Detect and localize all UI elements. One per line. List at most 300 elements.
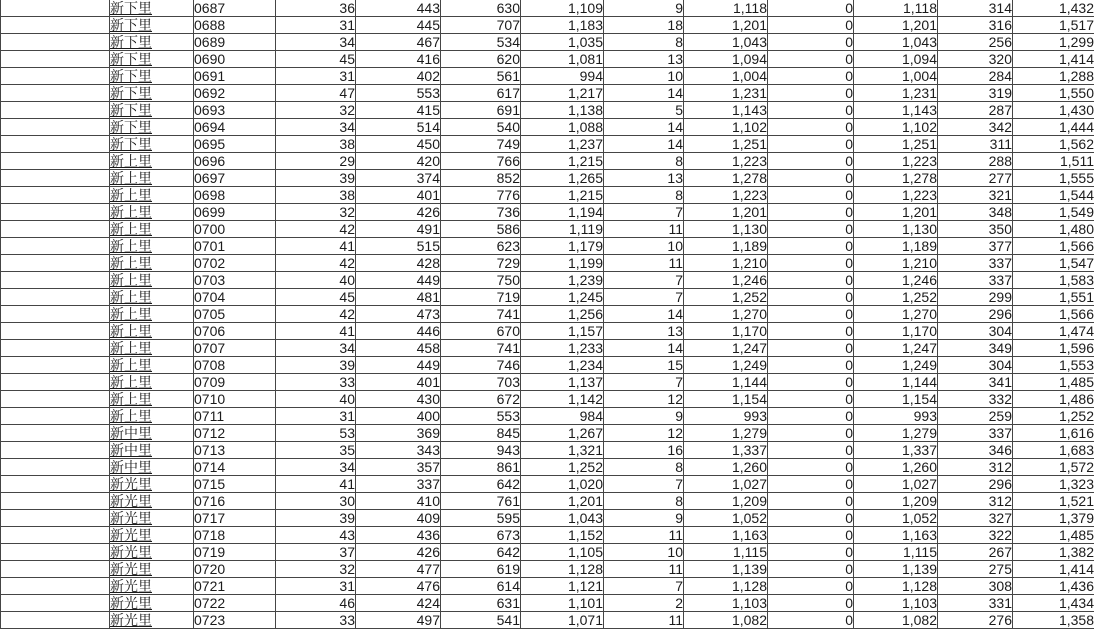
area-name-link[interactable]: 新下里 bbox=[110, 136, 152, 152]
value-cell[interactable]: 8 bbox=[604, 153, 684, 170]
value-cell[interactable]: 14 bbox=[604, 85, 684, 102]
value-cell[interactable]: 741 bbox=[441, 306, 521, 323]
value-cell[interactable]: 409 bbox=[356, 510, 441, 527]
value-cell[interactable]: 766 bbox=[441, 153, 521, 170]
value-cell[interactable]: 1,201 bbox=[684, 204, 768, 221]
code-cell[interactable]: 0718 bbox=[194, 527, 276, 544]
area-name-link[interactable]: 新下里 bbox=[110, 119, 152, 135]
value-cell[interactable]: 311 bbox=[938, 136, 1013, 153]
area-name-cell[interactable] bbox=[110, 153, 194, 170]
value-cell[interactable]: 1,382 bbox=[1013, 544, 1094, 561]
area-name-link[interactable]: 新上里 bbox=[110, 408, 152, 424]
value-cell[interactable]: 1,414 bbox=[1013, 51, 1094, 68]
value-cell[interactable]: 34 bbox=[276, 340, 356, 357]
value-cell[interactable]: 1,189 bbox=[854, 238, 938, 255]
value-cell[interactable]: 1,245 bbox=[521, 289, 604, 306]
area-name-link[interactable]: 新上里 bbox=[110, 170, 152, 186]
value-cell[interactable]: 1,562 bbox=[1013, 136, 1094, 153]
value-cell[interactable]: 0 bbox=[768, 85, 854, 102]
value-cell[interactable]: 623 bbox=[441, 238, 521, 255]
value-cell[interactable]: 357 bbox=[356, 459, 441, 476]
value-cell[interactable]: 1,201 bbox=[521, 493, 604, 510]
value-cell[interactable]: 1,128 bbox=[854, 578, 938, 595]
value-cell[interactable]: 401 bbox=[356, 374, 441, 391]
value-cell[interactable]: 30 bbox=[276, 493, 356, 510]
value-cell[interactable]: 416 bbox=[356, 51, 441, 68]
value-cell[interactable]: 1,152 bbox=[521, 527, 604, 544]
area-name-cell[interactable] bbox=[110, 425, 194, 442]
value-cell[interactable]: 1,321 bbox=[521, 442, 604, 459]
value-cell[interactable]: 32 bbox=[276, 102, 356, 119]
code-cell[interactable]: 0691 bbox=[194, 68, 276, 85]
value-cell[interactable]: 746 bbox=[441, 357, 521, 374]
empty-cell[interactable] bbox=[1, 255, 110, 272]
value-cell[interactable]: 993 bbox=[684, 408, 768, 425]
value-cell[interactable]: 47 bbox=[276, 85, 356, 102]
value-cell[interactable]: 1,020 bbox=[521, 476, 604, 493]
value-cell[interactable]: 1,105 bbox=[521, 544, 604, 561]
code-cell[interactable]: 0717 bbox=[194, 510, 276, 527]
area-name-link[interactable]: 新上里 bbox=[110, 238, 152, 254]
empty-cell[interactable] bbox=[1, 357, 110, 374]
value-cell[interactable]: 1,052 bbox=[854, 510, 938, 527]
value-cell[interactable]: 415 bbox=[356, 102, 441, 119]
area-name-cell[interactable] bbox=[110, 408, 194, 425]
value-cell[interactable]: 10 bbox=[604, 68, 684, 85]
value-cell[interactable]: 428 bbox=[356, 255, 441, 272]
value-cell[interactable]: 14 bbox=[604, 340, 684, 357]
value-cell[interactable]: 14 bbox=[604, 136, 684, 153]
value-cell[interactable]: 8 bbox=[604, 459, 684, 476]
value-cell[interactable]: 0 bbox=[768, 17, 854, 34]
value-cell[interactable]: 1,144 bbox=[854, 374, 938, 391]
value-cell[interactable]: 320 bbox=[938, 51, 1013, 68]
area-name-link[interactable]: 新光里 bbox=[110, 510, 152, 526]
value-cell[interactable]: 349 bbox=[938, 340, 1013, 357]
area-name-link[interactable]: 新上里 bbox=[110, 340, 152, 356]
value-cell[interactable]: 0 bbox=[768, 187, 854, 204]
value-cell[interactable]: 0 bbox=[768, 255, 854, 272]
value-cell[interactable]: 1,130 bbox=[684, 221, 768, 238]
value-cell[interactable]: 7 bbox=[604, 289, 684, 306]
area-name-cell[interactable] bbox=[110, 476, 194, 493]
area-name-cell[interactable] bbox=[110, 68, 194, 85]
code-cell[interactable]: 0723 bbox=[194, 612, 276, 629]
value-cell[interactable]: 18 bbox=[604, 17, 684, 34]
value-cell[interactable]: 10 bbox=[604, 238, 684, 255]
area-name-link[interactable]: 新上里 bbox=[110, 272, 152, 288]
empty-cell[interactable] bbox=[1, 493, 110, 510]
value-cell[interactable]: 631 bbox=[441, 595, 521, 612]
value-cell[interactable]: 0 bbox=[768, 170, 854, 187]
code-cell[interactable]: 0705 bbox=[194, 306, 276, 323]
value-cell[interactable]: 1,596 bbox=[1013, 340, 1094, 357]
empty-cell[interactable] bbox=[1, 221, 110, 238]
area-name-cell[interactable] bbox=[110, 612, 194, 629]
value-cell[interactable]: 7 bbox=[604, 476, 684, 493]
value-cell[interactable]: 277 bbox=[938, 170, 1013, 187]
value-cell[interactable]: 1,081 bbox=[521, 51, 604, 68]
value-cell[interactable]: 1,247 bbox=[684, 340, 768, 357]
empty-cell[interactable] bbox=[1, 425, 110, 442]
empty-cell[interactable] bbox=[1, 272, 110, 289]
value-cell[interactable]: 343 bbox=[356, 442, 441, 459]
value-cell[interactable]: 1,246 bbox=[684, 272, 768, 289]
value-cell[interactable]: 1,544 bbox=[1013, 187, 1094, 204]
value-cell[interactable]: 1,138 bbox=[521, 102, 604, 119]
value-cell[interactable]: 11 bbox=[604, 527, 684, 544]
value-cell[interactable]: 1,279 bbox=[854, 425, 938, 442]
value-cell[interactable]: 1,683 bbox=[1013, 442, 1094, 459]
value-cell[interactable]: 0 bbox=[768, 51, 854, 68]
value-cell[interactable]: 31 bbox=[276, 578, 356, 595]
value-cell[interactable]: 32 bbox=[276, 204, 356, 221]
value-cell[interactable]: 1,358 bbox=[1013, 612, 1094, 629]
value-cell[interactable]: 1,337 bbox=[684, 442, 768, 459]
area-name-link[interactable]: 新光里 bbox=[110, 476, 152, 492]
value-cell[interactable]: 32 bbox=[276, 561, 356, 578]
area-name-link[interactable]: 新光里 bbox=[110, 561, 152, 577]
value-cell[interactable]: 34 bbox=[276, 459, 356, 476]
code-cell[interactable]: 0704 bbox=[194, 289, 276, 306]
area-name-link[interactable]: 新下里 bbox=[110, 85, 152, 101]
value-cell[interactable]: 1,485 bbox=[1013, 527, 1094, 544]
area-name-link[interactable]: 新光里 bbox=[110, 527, 152, 543]
value-cell[interactable]: 707 bbox=[441, 17, 521, 34]
value-cell[interactable]: 467 bbox=[356, 34, 441, 51]
value-cell[interactable]: 1,118 bbox=[854, 0, 938, 17]
area-name-link[interactable]: 新下里 bbox=[110, 51, 152, 67]
value-cell[interactable]: 750 bbox=[441, 272, 521, 289]
value-cell[interactable]: 331 bbox=[938, 595, 1013, 612]
value-cell[interactable]: 1,215 bbox=[521, 187, 604, 204]
value-cell[interactable]: 0 bbox=[768, 561, 854, 578]
value-cell[interactable]: 984 bbox=[521, 408, 604, 425]
value-cell[interactable]: 449 bbox=[356, 272, 441, 289]
value-cell[interactable]: 1,052 bbox=[684, 510, 768, 527]
value-cell[interactable]: 53 bbox=[276, 425, 356, 442]
value-cell[interactable]: 284 bbox=[938, 68, 1013, 85]
value-cell[interactable]: 1,474 bbox=[1013, 323, 1094, 340]
area-name-cell[interactable] bbox=[110, 187, 194, 204]
value-cell[interactable]: 426 bbox=[356, 544, 441, 561]
value-cell[interactable]: 595 bbox=[441, 510, 521, 527]
value-cell[interactable]: 314 bbox=[938, 0, 1013, 17]
value-cell[interactable]: 13 bbox=[604, 170, 684, 187]
value-cell[interactable]: 1,486 bbox=[1013, 391, 1094, 408]
area-name-link[interactable]: 新下里 bbox=[110, 102, 152, 118]
area-name-cell[interactable] bbox=[110, 442, 194, 459]
value-cell[interactable]: 1,163 bbox=[684, 527, 768, 544]
value-cell[interactable]: 11 bbox=[604, 612, 684, 629]
value-cell[interactable]: 1,239 bbox=[521, 272, 604, 289]
code-cell[interactable]: 0702 bbox=[194, 255, 276, 272]
value-cell[interactable]: 1,444 bbox=[1013, 119, 1094, 136]
value-cell[interactable]: 40 bbox=[276, 272, 356, 289]
value-cell[interactable]: 0 bbox=[768, 34, 854, 51]
value-cell[interactable]: 41 bbox=[276, 238, 356, 255]
area-name-link[interactable]: 新光里 bbox=[110, 493, 152, 509]
value-cell[interactable]: 39 bbox=[276, 357, 356, 374]
value-cell[interactable]: 1,071 bbox=[521, 612, 604, 629]
value-cell[interactable]: 1,179 bbox=[521, 238, 604, 255]
value-cell[interactable]: 1,434 bbox=[1013, 595, 1094, 612]
value-cell[interactable]: 673 bbox=[441, 527, 521, 544]
value-cell[interactable]: 553 bbox=[441, 408, 521, 425]
area-name-cell[interactable] bbox=[110, 374, 194, 391]
value-cell[interactable]: 37 bbox=[276, 544, 356, 561]
empty-cell[interactable] bbox=[1, 187, 110, 204]
empty-cell[interactable] bbox=[1, 408, 110, 425]
value-cell[interactable]: 9 bbox=[604, 408, 684, 425]
value-cell[interactable]: 7 bbox=[604, 374, 684, 391]
empty-cell[interactable] bbox=[1, 238, 110, 255]
value-cell[interactable]: 1,128 bbox=[684, 578, 768, 595]
value-cell[interactable]: 420 bbox=[356, 153, 441, 170]
value-cell[interactable]: 41 bbox=[276, 476, 356, 493]
value-cell[interactable]: 0 bbox=[768, 493, 854, 510]
value-cell[interactable]: 312 bbox=[938, 493, 1013, 510]
value-cell[interactable]: 1,102 bbox=[684, 119, 768, 136]
area-name-link[interactable]: 新光里 bbox=[110, 544, 152, 560]
value-cell[interactable]: 267 bbox=[938, 544, 1013, 561]
value-cell[interactable]: 296 bbox=[938, 476, 1013, 493]
empty-cell[interactable] bbox=[1, 204, 110, 221]
value-cell[interactable]: 401 bbox=[356, 187, 441, 204]
value-cell[interactable]: 0 bbox=[768, 289, 854, 306]
area-name-link[interactable]: 新光里 bbox=[110, 612, 152, 628]
value-cell[interactable]: 1,109 bbox=[521, 0, 604, 17]
value-cell[interactable]: 1,103 bbox=[854, 595, 938, 612]
value-cell[interactable]: 1,209 bbox=[854, 493, 938, 510]
value-cell[interactable]: 0 bbox=[768, 0, 854, 17]
area-name-link[interactable]: 新光里 bbox=[110, 578, 152, 594]
value-cell[interactable]: 445 bbox=[356, 17, 441, 34]
value-cell[interactable]: 1,142 bbox=[521, 391, 604, 408]
value-cell[interactable]: 31 bbox=[276, 68, 356, 85]
value-cell[interactable]: 0 bbox=[768, 527, 854, 544]
area-name-cell[interactable] bbox=[110, 255, 194, 272]
value-cell[interactable]: 1,043 bbox=[854, 34, 938, 51]
value-cell[interactable]: 1,251 bbox=[854, 136, 938, 153]
code-cell[interactable]: 0703 bbox=[194, 272, 276, 289]
area-name-cell[interactable] bbox=[110, 238, 194, 255]
area-name-cell[interactable] bbox=[110, 119, 194, 136]
value-cell[interactable]: 42 bbox=[276, 306, 356, 323]
value-cell[interactable]: 1,480 bbox=[1013, 221, 1094, 238]
value-cell[interactable]: 0 bbox=[768, 408, 854, 425]
value-cell[interactable]: 1,265 bbox=[521, 170, 604, 187]
value-cell[interactable]: 443 bbox=[356, 0, 441, 17]
code-cell[interactable]: 0716 bbox=[194, 493, 276, 510]
value-cell[interactable]: 1,115 bbox=[854, 544, 938, 561]
value-cell[interactable]: 308 bbox=[938, 578, 1013, 595]
value-cell[interactable]: 322 bbox=[938, 527, 1013, 544]
value-cell[interactable]: 33 bbox=[276, 374, 356, 391]
code-cell[interactable]: 0696 bbox=[194, 153, 276, 170]
value-cell[interactable]: 1,154 bbox=[854, 391, 938, 408]
value-cell[interactable]: 402 bbox=[356, 68, 441, 85]
value-cell[interactable]: 1,143 bbox=[854, 102, 938, 119]
code-cell[interactable]: 0706 bbox=[194, 323, 276, 340]
value-cell[interactable]: 1,279 bbox=[684, 425, 768, 442]
value-cell[interactable]: 8 bbox=[604, 34, 684, 51]
value-cell[interactable]: 348 bbox=[938, 204, 1013, 221]
value-cell[interactable]: 852 bbox=[441, 170, 521, 187]
value-cell[interactable]: 13 bbox=[604, 323, 684, 340]
value-cell[interactable]: 1,288 bbox=[1013, 68, 1094, 85]
value-cell[interactable]: 39 bbox=[276, 510, 356, 527]
value-cell[interactable]: 515 bbox=[356, 238, 441, 255]
area-name-link[interactable]: 新光里 bbox=[110, 595, 152, 611]
code-cell[interactable]: 0693 bbox=[194, 102, 276, 119]
value-cell[interactable]: 0 bbox=[768, 136, 854, 153]
value-cell[interactable]: 1,517 bbox=[1013, 17, 1094, 34]
value-cell[interactable]: 1,223 bbox=[854, 153, 938, 170]
value-cell[interactable]: 1,082 bbox=[684, 612, 768, 629]
code-cell[interactable]: 0698 bbox=[194, 187, 276, 204]
area-name-cell[interactable] bbox=[110, 323, 194, 340]
value-cell[interactable]: 741 bbox=[441, 340, 521, 357]
value-cell[interactable]: 7 bbox=[604, 272, 684, 289]
value-cell[interactable]: 0 bbox=[768, 391, 854, 408]
value-cell[interactable]: 1,252 bbox=[521, 459, 604, 476]
value-cell[interactable]: 16 bbox=[604, 442, 684, 459]
value-cell[interactable]: 7 bbox=[604, 578, 684, 595]
value-cell[interactable]: 761 bbox=[441, 493, 521, 510]
value-cell[interactable]: 0 bbox=[768, 306, 854, 323]
value-cell[interactable]: 672 bbox=[441, 391, 521, 408]
area-name-cell[interactable] bbox=[110, 85, 194, 102]
area-name-link[interactable]: 新下里 bbox=[110, 68, 152, 84]
value-cell[interactable]: 1,027 bbox=[854, 476, 938, 493]
value-cell[interactable]: 736 bbox=[441, 204, 521, 221]
value-cell[interactable]: 321 bbox=[938, 187, 1013, 204]
value-cell[interactable]: 1,547 bbox=[1013, 255, 1094, 272]
area-name-link[interactable]: 新下里 bbox=[110, 0, 152, 16]
value-cell[interactable]: 8 bbox=[604, 493, 684, 510]
empty-cell[interactable] bbox=[1, 136, 110, 153]
value-cell[interactable]: 410 bbox=[356, 493, 441, 510]
value-cell[interactable]: 1,130 bbox=[854, 221, 938, 238]
area-name-cell[interactable] bbox=[110, 51, 194, 68]
value-cell[interactable]: 1,249 bbox=[684, 357, 768, 374]
value-cell[interactable]: 1,414 bbox=[1013, 561, 1094, 578]
value-cell[interactable]: 1,004 bbox=[684, 68, 768, 85]
value-cell[interactable]: 31 bbox=[276, 408, 356, 425]
value-cell[interactable]: 1,121 bbox=[521, 578, 604, 595]
value-cell[interactable]: 0 bbox=[768, 323, 854, 340]
value-cell[interactable]: 993 bbox=[854, 408, 938, 425]
value-cell[interactable]: 620 bbox=[441, 51, 521, 68]
value-cell[interactable]: 1,237 bbox=[521, 136, 604, 153]
value-cell[interactable]: 259 bbox=[938, 408, 1013, 425]
value-cell[interactable]: 256 bbox=[938, 34, 1013, 51]
value-cell[interactable]: 1,119 bbox=[521, 221, 604, 238]
value-cell[interactable]: 1,137 bbox=[521, 374, 604, 391]
code-cell[interactable]: 0721 bbox=[194, 578, 276, 595]
value-cell[interactable]: 0 bbox=[768, 102, 854, 119]
value-cell[interactable]: 1,299 bbox=[1013, 34, 1094, 51]
value-cell[interactable]: 703 bbox=[441, 374, 521, 391]
value-cell[interactable]: 0 bbox=[768, 374, 854, 391]
area-name-link[interactable]: 新上里 bbox=[110, 289, 152, 305]
area-name-cell[interactable] bbox=[110, 459, 194, 476]
value-cell[interactable]: 0 bbox=[768, 357, 854, 374]
value-cell[interactable]: 1,082 bbox=[854, 612, 938, 629]
value-cell[interactable]: 0 bbox=[768, 272, 854, 289]
area-name-cell[interactable] bbox=[110, 544, 194, 561]
value-cell[interactable]: 42 bbox=[276, 255, 356, 272]
value-cell[interactable]: 861 bbox=[441, 459, 521, 476]
value-cell[interactable]: 1,154 bbox=[684, 391, 768, 408]
empty-cell[interactable] bbox=[1, 612, 110, 629]
area-name-link[interactable]: 新上里 bbox=[110, 323, 152, 339]
value-cell[interactable]: 1,189 bbox=[684, 238, 768, 255]
value-cell[interactable]: 1,252 bbox=[1013, 408, 1094, 425]
empty-cell[interactable] bbox=[1, 510, 110, 527]
empty-cell[interactable] bbox=[1, 153, 110, 170]
value-cell[interactable]: 1,231 bbox=[684, 85, 768, 102]
value-cell[interactable]: 304 bbox=[938, 357, 1013, 374]
value-cell[interactable]: 473 bbox=[356, 306, 441, 323]
value-cell[interactable]: 0 bbox=[768, 153, 854, 170]
value-cell[interactable]: 7 bbox=[604, 204, 684, 221]
area-name-link[interactable]: 新上里 bbox=[110, 204, 152, 220]
empty-cell[interactable] bbox=[1, 306, 110, 323]
value-cell[interactable]: 11 bbox=[604, 221, 684, 238]
value-cell[interactable]: 1,043 bbox=[684, 34, 768, 51]
value-cell[interactable]: 1,118 bbox=[684, 0, 768, 17]
value-cell[interactable]: 342 bbox=[938, 119, 1013, 136]
value-cell[interactable]: 491 bbox=[356, 221, 441, 238]
value-cell[interactable]: 1,103 bbox=[684, 595, 768, 612]
area-name-cell[interactable] bbox=[110, 289, 194, 306]
value-cell[interactable]: 38 bbox=[276, 136, 356, 153]
value-cell[interactable]: 1,572 bbox=[1013, 459, 1094, 476]
value-cell[interactable]: 0 bbox=[768, 510, 854, 527]
value-cell[interactable]: 1,436 bbox=[1013, 578, 1094, 595]
value-cell[interactable]: 424 bbox=[356, 595, 441, 612]
value-cell[interactable]: 0 bbox=[768, 204, 854, 221]
code-cell[interactable]: 0707 bbox=[194, 340, 276, 357]
value-cell[interactable]: 776 bbox=[441, 187, 521, 204]
value-cell[interactable]: 1,143 bbox=[684, 102, 768, 119]
code-cell[interactable]: 0687 bbox=[194, 0, 276, 17]
empty-cell[interactable] bbox=[1, 170, 110, 187]
value-cell[interactable]: 1,323 bbox=[1013, 476, 1094, 493]
value-cell[interactable]: 275 bbox=[938, 561, 1013, 578]
value-cell[interactable]: 14 bbox=[604, 306, 684, 323]
code-cell[interactable]: 0712 bbox=[194, 425, 276, 442]
value-cell[interactable]: 34 bbox=[276, 34, 356, 51]
value-cell[interactable]: 458 bbox=[356, 340, 441, 357]
value-cell[interactable]: 1,209 bbox=[684, 493, 768, 510]
value-cell[interactable]: 337 bbox=[938, 272, 1013, 289]
value-cell[interactable]: 316 bbox=[938, 17, 1013, 34]
value-cell[interactable]: 749 bbox=[441, 136, 521, 153]
value-cell[interactable]: 8 bbox=[604, 187, 684, 204]
area-name-cell[interactable] bbox=[110, 510, 194, 527]
value-cell[interactable]: 481 bbox=[356, 289, 441, 306]
code-cell[interactable]: 0708 bbox=[194, 357, 276, 374]
area-name-link[interactable]: 新下里 bbox=[110, 34, 152, 50]
empty-cell[interactable] bbox=[1, 51, 110, 68]
value-cell[interactable]: 436 bbox=[356, 527, 441, 544]
value-cell[interactable]: 0 bbox=[768, 595, 854, 612]
area-name-link[interactable]: 新上里 bbox=[110, 306, 152, 322]
value-cell[interactable]: 14 bbox=[604, 119, 684, 136]
